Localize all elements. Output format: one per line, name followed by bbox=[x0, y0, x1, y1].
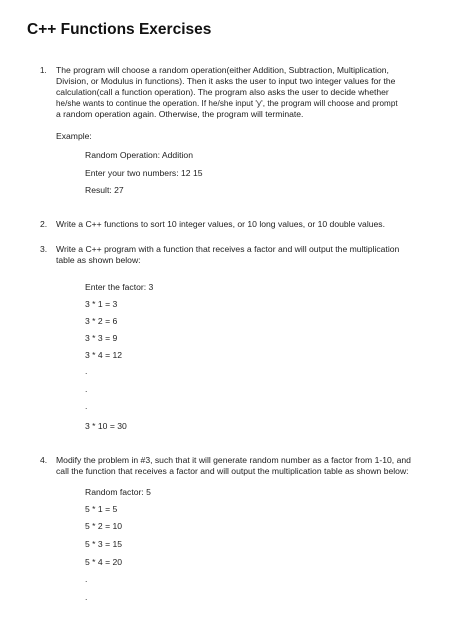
example-ellipsis-dot: . bbox=[85, 384, 88, 394]
example-line: 3 * 3 = 9 bbox=[85, 333, 118, 343]
exercise-1-line: he/she wants to continue the operation. If he/she input 'y', the program will choose and prompt bbox=[56, 99, 398, 108]
example-line: 5 * 2 = 10 bbox=[85, 521, 123, 531]
example-line: Enter the factor: 3 bbox=[85, 282, 154, 292]
exercise-1-line: Division, or Modulus in functions). Then it asks the user to input two integer values for the bbox=[56, 76, 396, 86]
exercise-3-line: table as shown below: bbox=[56, 255, 141, 265]
exercise-1-number: 1. bbox=[40, 66, 47, 75]
example-line: 3 * 4 = 12 bbox=[85, 350, 123, 360]
exercise-2-number: 2. bbox=[40, 219, 48, 229]
exercise-4-number: 4. bbox=[40, 455, 48, 465]
exercise-2-description bbox=[56, 219, 456, 230]
exercise-1-line: calculation(call a function operation). The program also asks the user to decide whether bbox=[56, 87, 389, 97]
example-line: 3 * 1 = 3 bbox=[85, 299, 118, 309]
example-line: 5 * 3 = 15 bbox=[85, 539, 123, 549]
exercise-2-line: Write a C++ functions to sort 10 integer values, or 10 long values, or 10 double values. bbox=[56, 219, 385, 229]
exercise-4-line: Modify the problem in #3, such that it will generate random number as a factor from 1-10, and bbox=[56, 455, 411, 465]
example-line: 3 * 2 = 6 bbox=[85, 316, 118, 326]
exercise-4-line: call the function that receives a factor and will output the multiplication table as shown below: bbox=[56, 466, 409, 476]
exercise-3-description bbox=[56, 244, 456, 266]
example-line: 5 * 4 = 20 bbox=[85, 557, 123, 567]
example-ellipsis-dot: . bbox=[85, 574, 88, 584]
example-ellipsis-dot: . bbox=[85, 366, 88, 376]
exercise-1-line: The program will choose a random operation(either Addition, Subtraction, Multiplication, bbox=[56, 65, 389, 75]
example-label: Example: bbox=[56, 131, 92, 141]
example-line: Enter your two numbers: 12 15 bbox=[85, 168, 203, 178]
page-title: C++ Functions Exercises bbox=[27, 21, 212, 38]
example-line: 3 * 10 = 30 bbox=[85, 421, 127, 431]
example-line: Result: 27 bbox=[85, 185, 124, 195]
exercise-3-line: Write a C++ program with a function that receives a factor and will output the multiplication bbox=[56, 244, 400, 254]
example-line: Random Operation: Addition bbox=[85, 150, 193, 160]
example-ellipsis-dot: . bbox=[85, 592, 88, 602]
exercise-1-line: a random operation again. Otherwise, the program will terminate. bbox=[56, 109, 304, 119]
example-line: Random factor: 5 bbox=[85, 487, 151, 497]
example-ellipsis-dot: . bbox=[85, 401, 88, 411]
exercise-3-number: 3. bbox=[40, 244, 48, 254]
example-line: 5 * 1 = 5 bbox=[85, 504, 118, 514]
exercise-4-description bbox=[56, 455, 456, 477]
exercise-1-description bbox=[56, 65, 456, 120]
